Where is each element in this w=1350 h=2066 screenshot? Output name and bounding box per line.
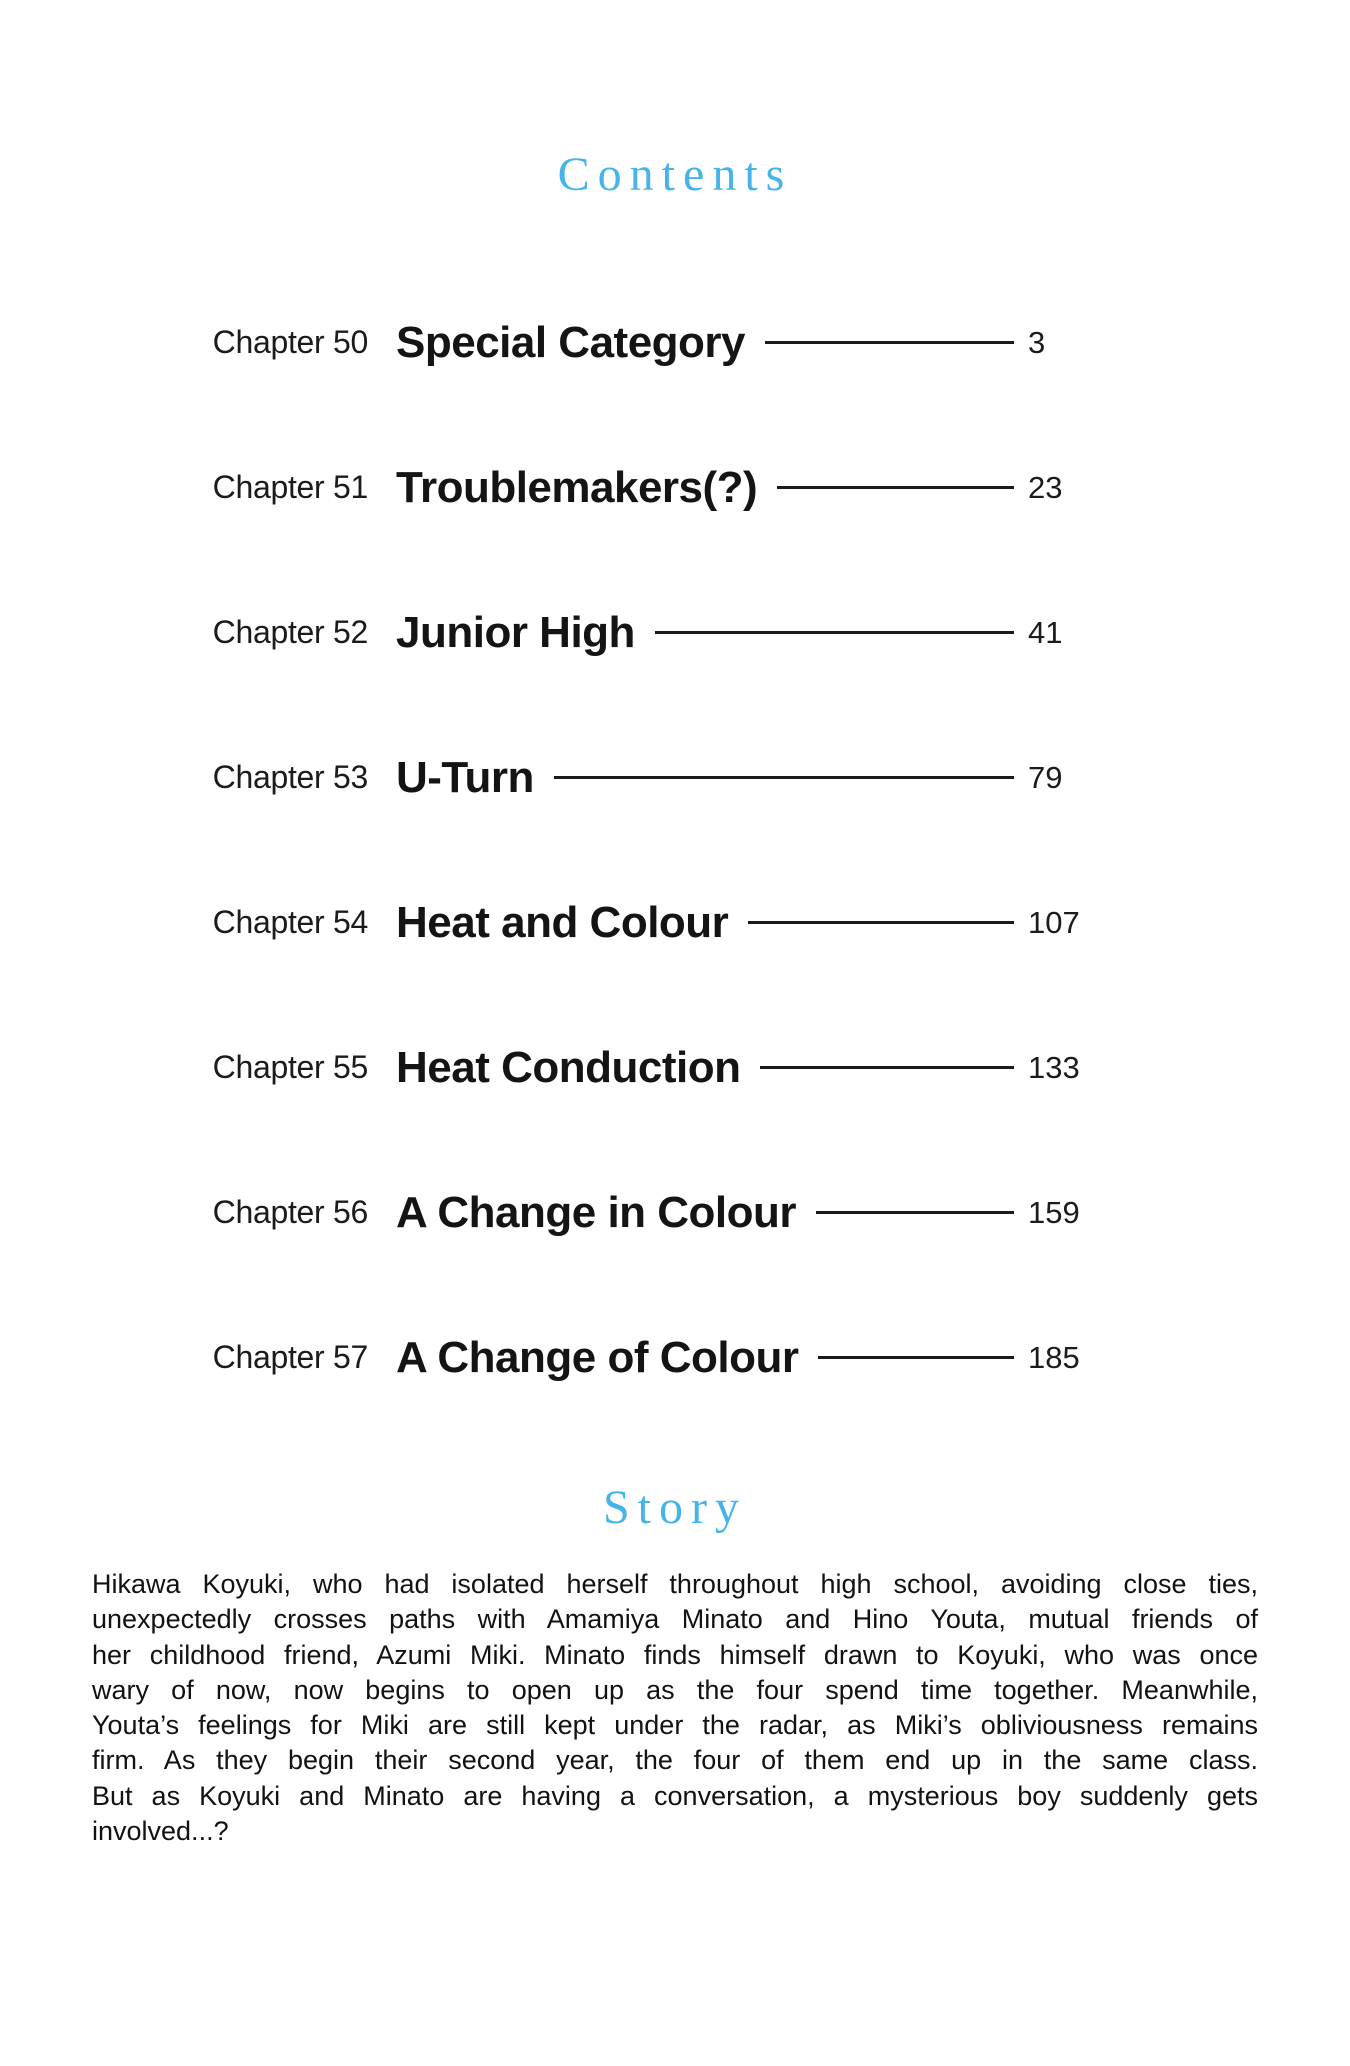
chapter-title: Junior High [396,607,635,657]
toc-entry-chapter-52 [0,560,1350,705]
story-synopsis [0,1567,1350,1849]
story-synopsis-line: wary of now, now begins to open up as the four spend time together. Meanwhile, [92,1674,1258,1705]
story-synopsis-line: her childhood friend, Azumi Miki. Minato finds himself drawn to Koyuki, who was once [92,1639,1258,1670]
toc-entry-chapter-50 [0,270,1350,415]
story-heading: Story [602,1481,747,1534]
chapter-number-label: Chapter 57 [212,1339,368,1375]
leader-line [760,1066,1014,1069]
leader-line [816,1211,1014,1214]
story-synopsis-line: Youta’s feelings for Miki are still kept under the radar, as Miki’s obliviousness remains [92,1710,1258,1741]
leader-line [765,341,1014,344]
chapter-number-label: Chapter 53 [212,759,368,795]
page-number: 185 [1028,1339,1080,1375]
contents-page [0,146,1350,1849]
story-synopsis-line: involved...? [92,1816,229,1847]
page-number: 133 [1028,1049,1080,1085]
story-synopsis-line: firm. As they begin their second year, the four of them end up in the same class. [92,1745,1258,1776]
chapter-title: Heat and Colour [396,897,729,947]
chapter-title: Heat Conduction [396,1042,741,1092]
chapter-title: A Change of Colour [396,1332,799,1382]
table-of-contents [0,270,1350,1430]
toc-entry-chapter-51 [0,415,1350,560]
toc-entry-chapter-56 [0,1140,1350,1285]
chapter-title: Special Category [396,317,746,367]
chapter-number-label: Chapter 54 [212,904,368,940]
chapter-title: U-Turn [396,752,534,802]
toc-entry-chapter-55 [0,995,1350,1140]
chapter-title: A Change in Colour [396,1187,797,1237]
story-synopsis-line: But as Koyuki and Minato are having a conversation, a mysterious boy suddenly gets [92,1780,1258,1811]
leader-line [777,486,1014,489]
leader-line [818,1356,1014,1359]
chapter-number-label: Chapter 55 [212,1049,368,1085]
chapter-number-label: Chapter 52 [212,614,368,650]
story-synopsis-line: Hikawa Koyuki, who had isolated herself throughout high school, avoiding close ties, [92,1569,1258,1599]
page-number: 41 [1028,614,1063,650]
leader-line [655,631,1014,634]
toc-entry-chapter-54 [0,850,1350,995]
story-synopsis-line: unexpectedly crosses paths with Amamiya Minato and Hino Youta, mutual friends of [92,1604,1258,1635]
chapter-number-label: Chapter 50 [212,324,368,360]
page-number: 79 [1028,759,1063,795]
chapter-number-label: Chapter 51 [212,469,368,505]
page-number: 3 [1028,324,1046,360]
toc-entry-chapter-53 [0,705,1350,850]
page-number: 23 [1028,469,1063,505]
chapter-number-label: Chapter 56 [212,1194,368,1230]
leader-line [554,776,1014,779]
leader-line [748,921,1014,924]
contents-heading: Contents [557,148,793,201]
page-number: 159 [1028,1194,1080,1230]
toc-entry-chapter-57 [0,1285,1350,1430]
page-number: 107 [1028,904,1080,940]
chapter-title: Troublemakers(?) [396,462,758,512]
